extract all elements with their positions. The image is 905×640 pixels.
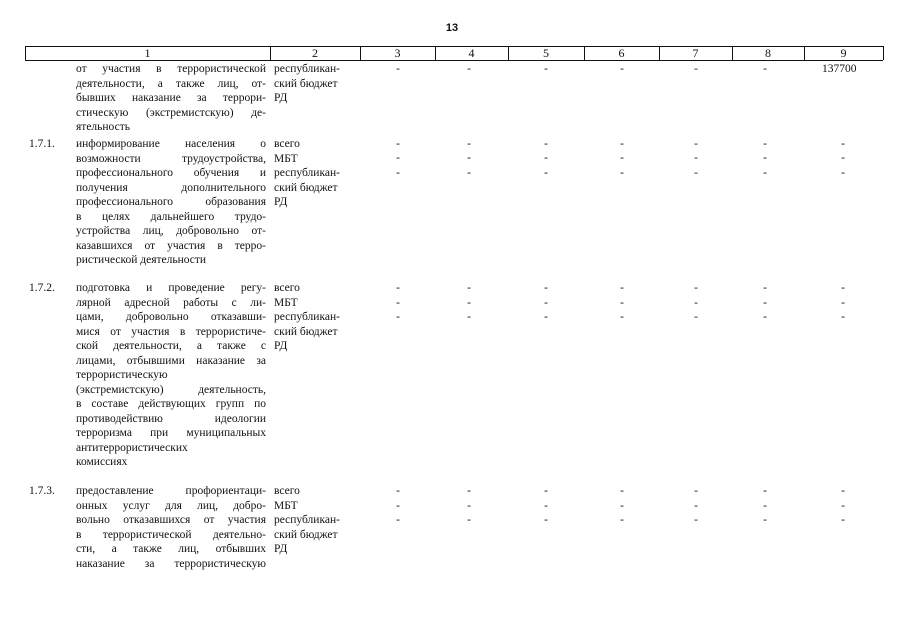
source-line: ский бюджет xyxy=(274,325,338,338)
source-line: РД xyxy=(274,92,288,104)
cell-col9: - xyxy=(841,138,845,150)
column-header-7: 7 xyxy=(692,46,699,60)
source-line: ский бюджет xyxy=(274,181,338,194)
description-line: устройства лиц, добровольно от- xyxy=(76,225,266,237)
cell-col6: - xyxy=(620,138,624,150)
description-line: в террористической деятельно- xyxy=(76,528,266,541)
source-line: РД xyxy=(274,340,288,352)
column-header-9: 9 xyxy=(840,46,847,60)
cell-col8: - xyxy=(763,138,767,150)
source-line: всего xyxy=(274,282,300,294)
cell-col4: - xyxy=(467,138,471,150)
source-line: всего xyxy=(274,138,300,150)
source-line: РД xyxy=(274,196,288,208)
cell-col6: - xyxy=(620,311,624,323)
cell-col8: - xyxy=(763,297,767,309)
cell-col9: 137700 xyxy=(822,63,857,75)
cell-col6: - xyxy=(620,514,624,526)
description-line: ской деятельности, а также с xyxy=(76,340,266,352)
cell-col3: - xyxy=(396,500,400,512)
source-line: РД xyxy=(274,543,288,555)
cell-col5: - xyxy=(544,485,548,497)
description-line: наказание за террористическую xyxy=(76,557,266,570)
page-number: 13 xyxy=(445,22,459,34)
cell-col9: - xyxy=(841,485,845,497)
description-line: террористическую xyxy=(76,369,168,381)
cell-col4: - xyxy=(467,152,471,164)
cell-col3: - xyxy=(396,514,400,526)
cell-col9: - xyxy=(841,311,845,323)
cell-col6: - xyxy=(620,485,624,497)
cell-col7: - xyxy=(694,152,698,164)
cell-col6: - xyxy=(620,282,624,294)
description-line: деятельности, а также лиц, от- xyxy=(76,77,266,90)
cell-col8: - xyxy=(763,152,767,164)
description-line: лярной адресной работы с ли- xyxy=(76,296,266,309)
row-description xyxy=(76,137,266,268)
cell-col5: - xyxy=(544,167,548,179)
description-line: подготовка и проведение регу- xyxy=(76,282,266,294)
cell-col7: - xyxy=(694,297,698,309)
description-line: мися от участия в террористиче- xyxy=(76,325,266,338)
description-line: антитеррористических xyxy=(76,441,188,454)
row-description xyxy=(76,62,266,135)
source-line: всего xyxy=(274,485,300,497)
cell-col6: - xyxy=(620,500,624,512)
description-line: ристической деятельности xyxy=(76,254,207,266)
description-line: возможности трудоустройства, xyxy=(76,152,266,165)
row-number: 1.7.1. xyxy=(29,138,55,150)
cell-col4: - xyxy=(467,63,471,75)
cell-col4: - xyxy=(467,297,471,309)
source-line: ский бюджет xyxy=(274,528,338,541)
source-line: республикан- xyxy=(274,167,340,179)
row-sources xyxy=(274,137,358,210)
cell-col4: - xyxy=(467,500,471,512)
description-line: лицами, отбывшими наказание за xyxy=(76,354,266,367)
cell-col6: - xyxy=(620,297,624,309)
description-line: комиссиях xyxy=(76,456,128,468)
cell-col6: - xyxy=(620,152,624,164)
description-line: казавшихся от участия в терро- xyxy=(76,239,266,252)
source-line: МБТ xyxy=(274,296,298,309)
cell-col4: - xyxy=(467,514,471,526)
source-line: ский бюджет xyxy=(274,77,338,90)
cell-col3: - xyxy=(396,138,400,150)
description-line: от участия в террористической xyxy=(76,63,266,75)
description-line: получения дополнительного xyxy=(76,181,266,194)
cell-col3: - xyxy=(396,297,400,309)
cell-col8: - xyxy=(763,485,767,497)
cell-col8: - xyxy=(763,282,767,294)
description-line: (экстремистскую) деятельность, xyxy=(76,383,266,396)
description-line: информирование населения о xyxy=(76,138,266,150)
cell-col5: - xyxy=(544,500,548,512)
cell-col7: - xyxy=(694,282,698,294)
cell-col8: - xyxy=(763,500,767,512)
source-line: республикан- xyxy=(274,514,340,526)
column-header-1: 1 xyxy=(144,46,151,60)
description-line: противодействию идеологии xyxy=(76,412,266,425)
cell-col4: - xyxy=(467,282,471,294)
cell-col7: - xyxy=(694,311,698,323)
cell-col6: - xyxy=(620,167,624,179)
cell-col4: - xyxy=(467,485,471,497)
column-header-4: 4 xyxy=(468,46,475,60)
cell-col5: - xyxy=(544,311,548,323)
cell-col9: - xyxy=(841,297,845,309)
column-header-5: 5 xyxy=(543,46,549,60)
row-sources xyxy=(274,62,358,106)
description-line: бывших наказание за террори- xyxy=(76,92,266,104)
cell-col9: - xyxy=(841,282,845,294)
column-header-3: 3 xyxy=(394,46,401,60)
description-line: цами, добровольно отказавши- xyxy=(76,311,266,323)
cell-col7: - xyxy=(694,514,698,526)
description-line: стическую (экстремистскую) де- xyxy=(76,106,266,119)
cell-col4: - xyxy=(467,311,471,323)
cell-col7: - xyxy=(694,500,698,512)
cell-col8: - xyxy=(763,167,767,179)
cell-col7: - xyxy=(694,63,698,75)
cell-col8: - xyxy=(763,514,767,526)
cell-col3: - xyxy=(396,63,400,75)
cell-col3: - xyxy=(396,485,400,497)
cell-col3: - xyxy=(396,167,400,179)
row-number: 1.7.3. xyxy=(29,485,55,497)
cell-col9: - xyxy=(841,152,845,164)
cell-col5: - xyxy=(544,297,548,309)
cell-col3: - xyxy=(396,152,400,164)
description-line: онных услуг для лиц, добро- xyxy=(76,499,266,512)
header-bottom-rule xyxy=(25,60,883,61)
description-line: профессионального образования xyxy=(76,196,266,208)
cell-col7: - xyxy=(694,138,698,150)
row-description xyxy=(76,484,266,571)
cell-col3: - xyxy=(396,282,400,294)
row-number: 1.7.2. xyxy=(29,282,55,294)
description-line: профессионального обучения и xyxy=(76,167,266,179)
cell-col5: - xyxy=(544,63,548,75)
cell-col6: - xyxy=(620,63,624,75)
row-sources xyxy=(274,281,358,354)
cell-col5: - xyxy=(544,514,548,526)
row-description xyxy=(76,281,266,470)
column-divider xyxy=(883,46,884,60)
description-line: в целях дальнейшего трудо- xyxy=(76,210,266,223)
cell-col4: - xyxy=(467,167,471,179)
description-line: предоставление профориентаци- xyxy=(76,485,266,497)
cell-col8: - xyxy=(763,63,767,75)
description-line: терроризма при муниципальных xyxy=(76,427,266,439)
column-header-6: 6 xyxy=(618,46,625,60)
cell-col7: - xyxy=(694,485,698,497)
cell-col7: - xyxy=(694,167,698,179)
source-line: МБТ xyxy=(274,499,298,512)
description-line: вольно отказавшихся от участия xyxy=(76,514,266,526)
description-line: в составе действующих групп по xyxy=(76,398,266,410)
column-header-8: 8 xyxy=(765,46,771,60)
row-sources xyxy=(274,484,358,557)
cell-col9: - xyxy=(841,500,845,512)
source-line: МБТ xyxy=(274,152,298,165)
source-line: республикан- xyxy=(274,311,340,323)
description-line: сти, а также лиц, отбывших xyxy=(76,543,266,555)
cell-col5: - xyxy=(544,152,548,164)
cell-col9: - xyxy=(841,514,845,526)
cell-col3: - xyxy=(396,311,400,323)
cell-col8: - xyxy=(763,311,767,323)
cell-col5: - xyxy=(544,282,548,294)
source-line: республикан- xyxy=(274,63,340,75)
description-line: ятельность xyxy=(76,121,130,133)
cell-col9: - xyxy=(841,167,845,179)
cell-col5: - xyxy=(544,138,548,150)
column-header-2: 2 xyxy=(312,46,318,60)
